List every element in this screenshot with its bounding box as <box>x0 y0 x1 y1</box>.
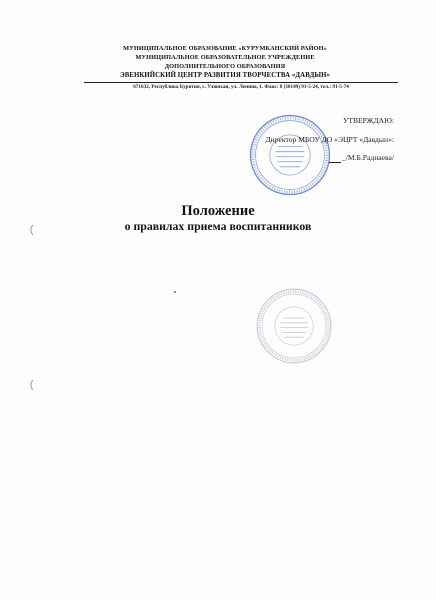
round-seal-icon <box>248 113 332 197</box>
faded-seal-icon <box>254 286 334 366</box>
header-institution-type: МУНИЦИПАЛЬНОЕ ОБРАЗОВАТЕЛЬНОЕ УЧРЕЖДЕНИЕ <box>135 54 315 61</box>
header-municipality: МУНИЦИПАЛЬНОЕ ОБРАЗОВАНИЕ «КУРУМКАНСКИЙ РАЙОН» <box>123 45 327 52</box>
document-title: Положение <box>181 203 255 219</box>
signature-line <box>329 155 341 163</box>
header-address: 671632, Республика Бурятия, с. Улюнхан, ул. Ленина, 1. Факс: 8 (30149) 91-5-24, тел.: 91-5-74 <box>133 84 349 90</box>
punch-hole-icon <box>22 378 36 392</box>
scan-speck <box>174 291 176 293</box>
document-subtitle: о правилах приема воспитанников <box>124 219 312 233</box>
header-organization-name: ЭВЕНКИЙСКИЙ ЦЕНТР РАЗВИТИЯ ТВОРЧЕСТВА «ДАВДЫН» <box>120 72 330 79</box>
approval-position: Директор МБОУ ДО «ЭЦРТ «Давдын»: <box>265 135 394 144</box>
approval-signature-name: _/М.Б.Раднаева/ <box>341 153 394 162</box>
header-education-type: ДОПОЛНИТЕЛЬНОГО ОБРАЗОВАНИЯ <box>164 63 286 70</box>
header-divider <box>84 82 398 83</box>
approval-signature <box>329 153 394 163</box>
approval-heading: УТВЕРЖДАЮ: <box>342 116 394 125</box>
